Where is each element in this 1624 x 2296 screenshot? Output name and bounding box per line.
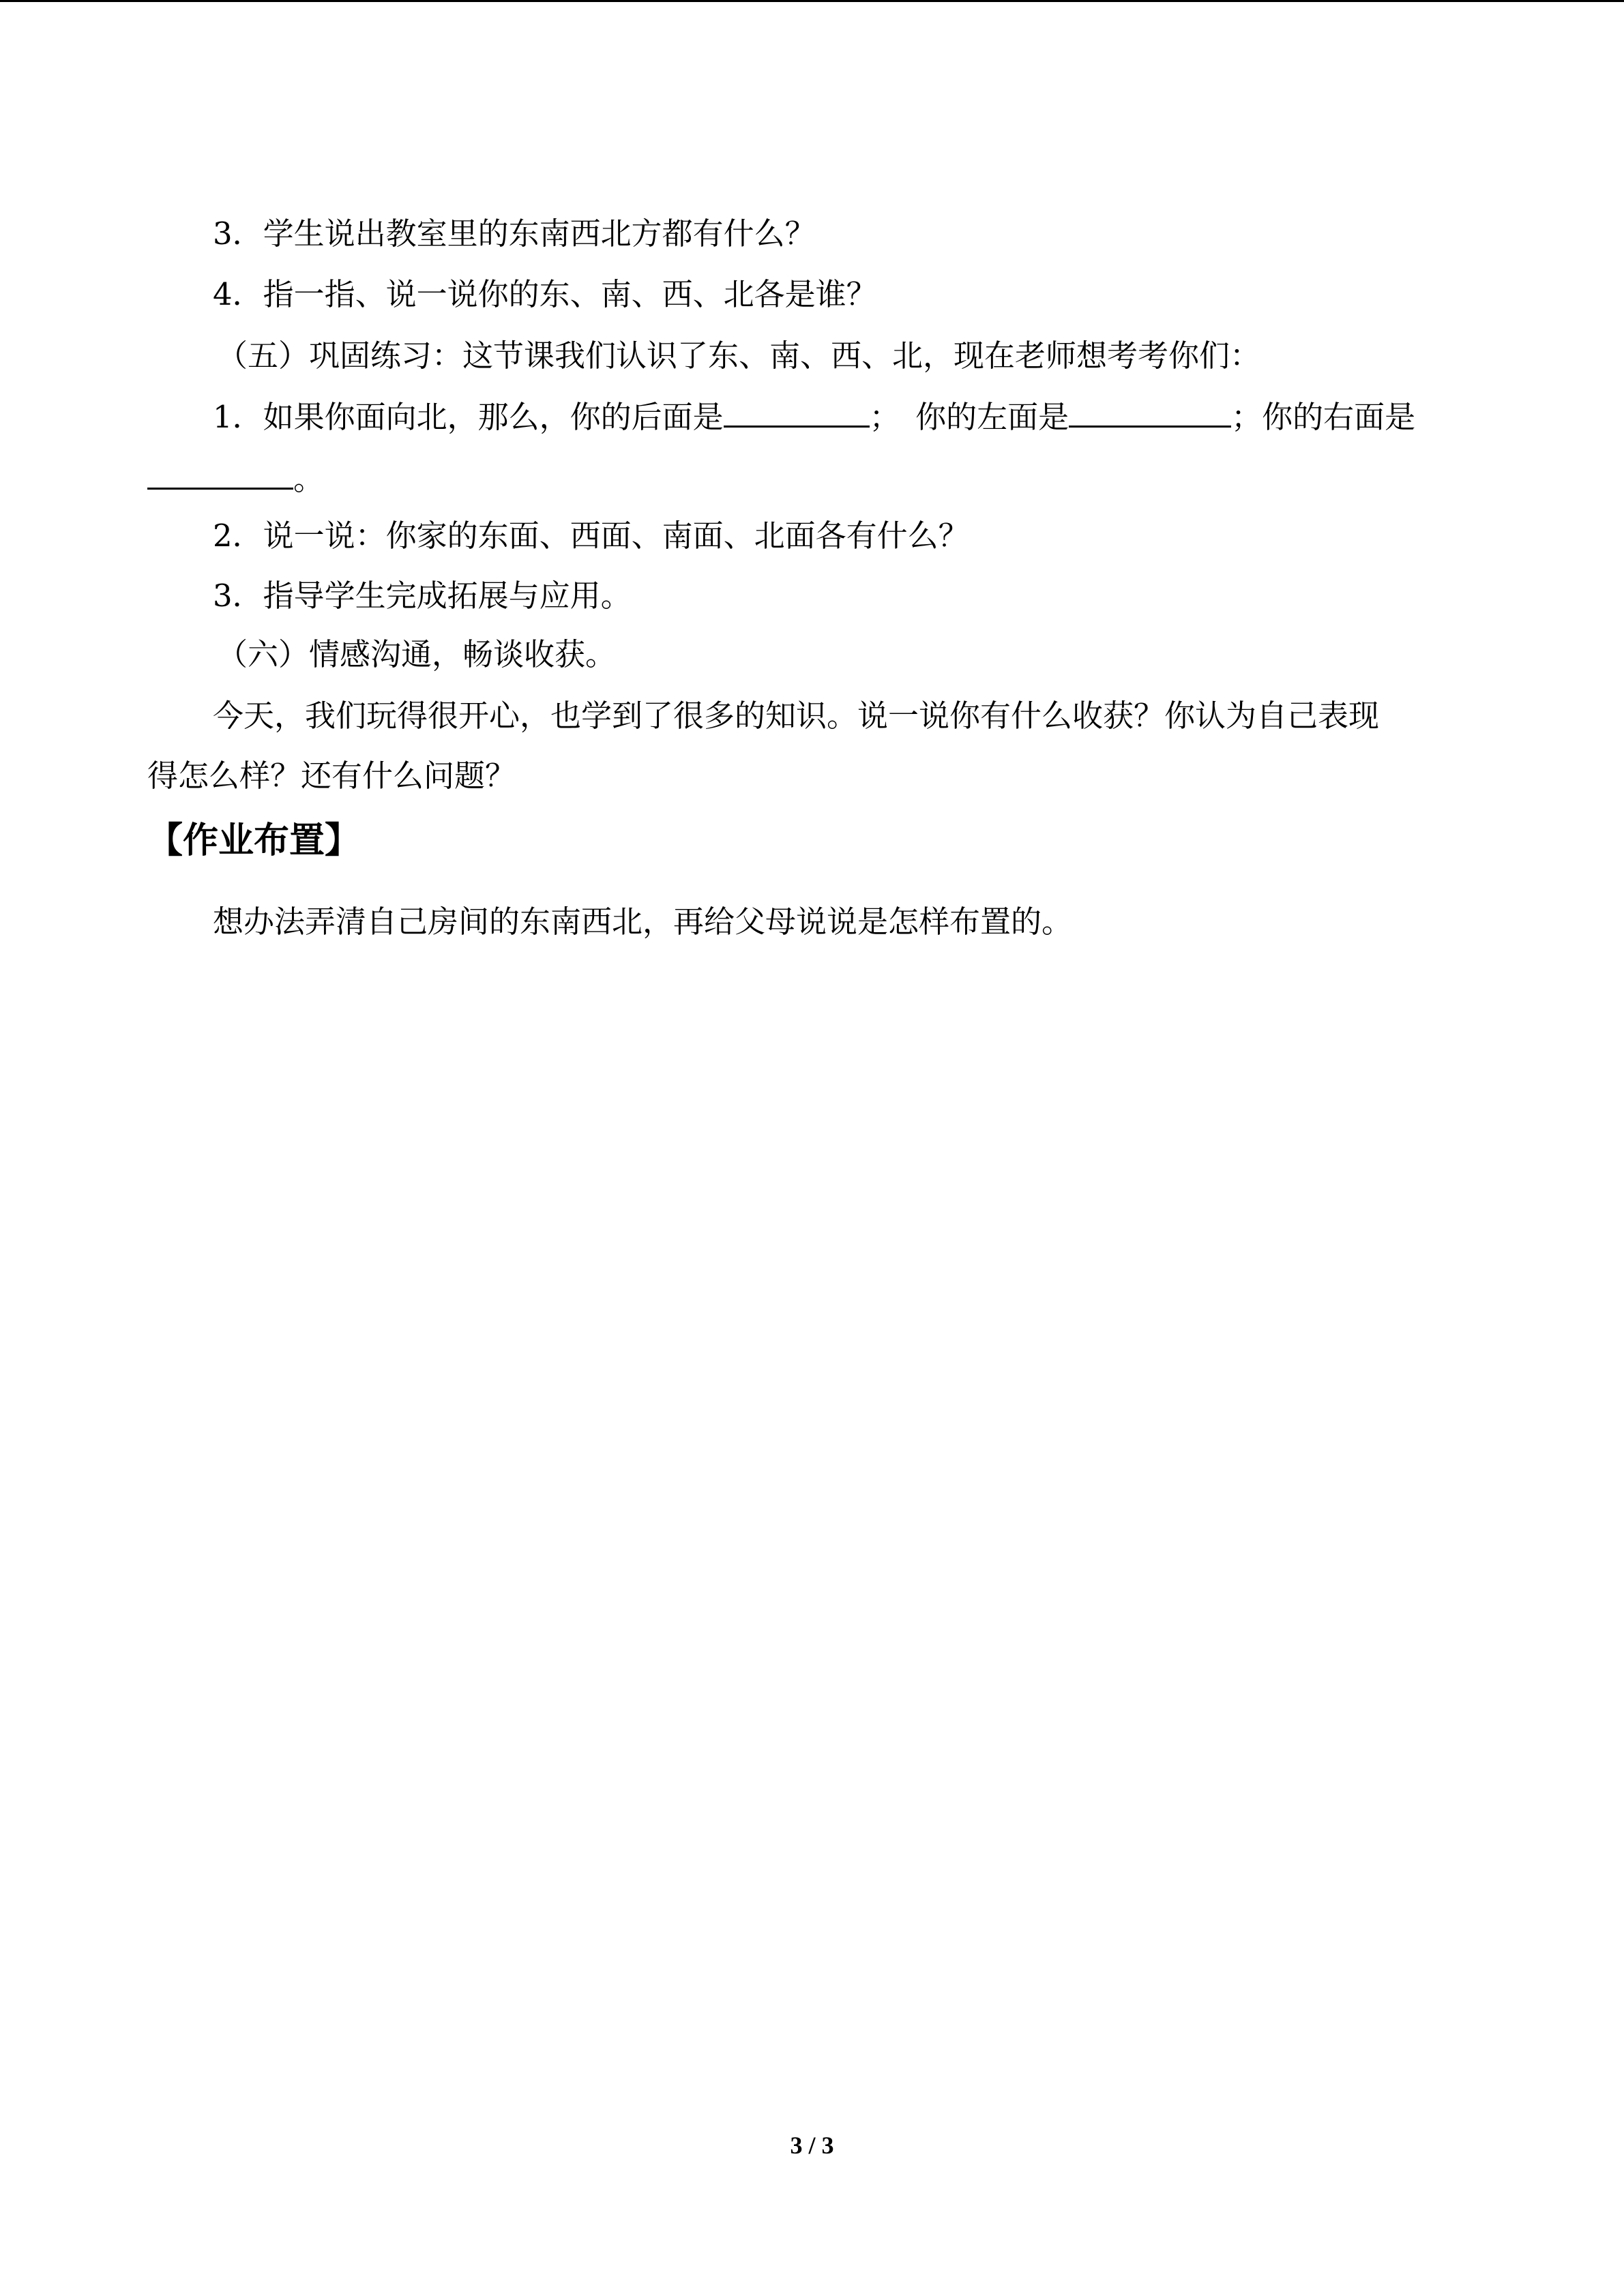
answer-blank-left <box>1069 396 1231 428</box>
page-top-border <box>0 0 1624 2</box>
homework-heading: 【作业布置】 <box>147 820 361 861</box>
paragraph-section-five: （五）巩固练习：这节课我们认识了东、南、西、北，现在老师想考考你们： <box>217 338 1261 374</box>
exercise-question-1-part-c: ；你的右面是 <box>1231 399 1416 435</box>
exercise-question-1-part-b: ； 你的左面是 <box>869 399 1069 435</box>
exercise-question-1-part-a: 1．如果你面向北，那么，你的后面是 <box>213 399 724 435</box>
paragraph-item-4: 4．指一指、说一说你的东、南、西、北各是谁？ <box>213 276 877 312</box>
exercise-question-1-end: 。 <box>293 461 325 497</box>
summary-paragraph-line-2: 得怎么样？还有什么问题？ <box>147 758 516 794</box>
page-number: 3 / 3 <box>790 2132 834 2159</box>
homework-text: 想办法弄清自己房间的东南西北，再给父母说说是怎样布置的。 <box>213 904 1073 940</box>
paragraph-section-six: （六）情感沟通，畅谈收获。 <box>217 636 617 672</box>
exercise-question-3: 3．指导学生完成拓展与应用。 <box>213 578 632 614</box>
exercise-question-1-continuation <box>147 458 324 500</box>
answer-blank-right <box>147 458 293 490</box>
answer-blank-back <box>724 396 870 428</box>
paragraph-item-3: 3．学生说出教室里的东南西北方都有什么？ <box>213 215 816 252</box>
exercise-question-2: 2．说一说：你家的东面、西面、南面、北面各有什么？ <box>213 518 969 554</box>
exercise-question-1 <box>213 396 1415 438</box>
summary-paragraph-line-1: 今天，我们玩得很开心，也学到了很多的知识。说一说你有什么收获？你认为自己表现 <box>213 698 1380 734</box>
